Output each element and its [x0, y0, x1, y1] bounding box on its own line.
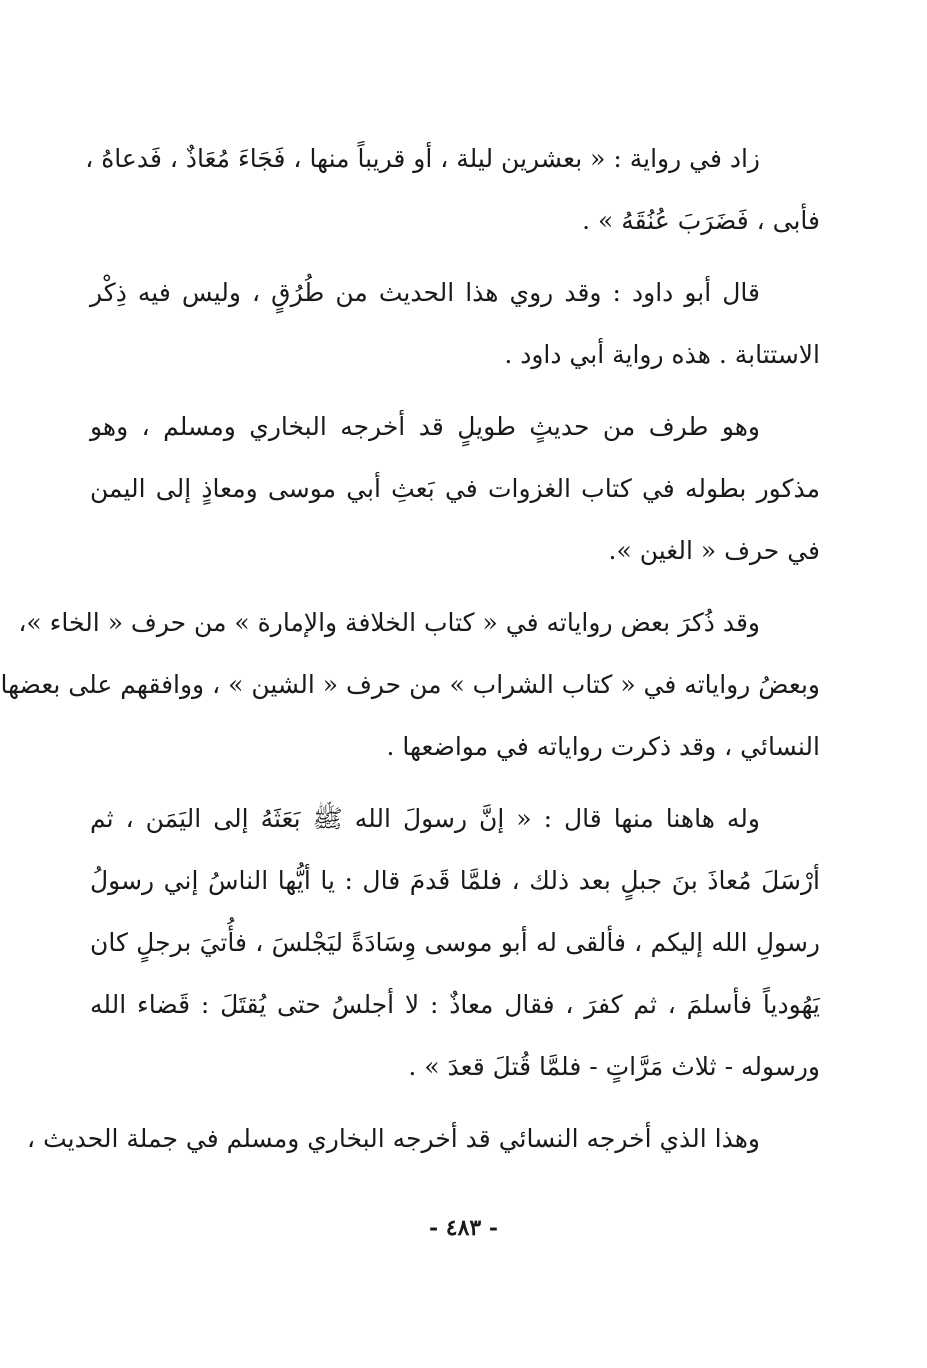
paragraph	[85, 128, 820, 252]
page-number: - ٤٨٣ -	[428, 1215, 499, 1241]
body-text	[0, 128, 820, 1180]
text-line: وهذا الذي أخرجه النسائي قد أخرجه البخاري ومسلم في جملة الحديث ،	[27, 1124, 760, 1153]
paragraph	[27, 1108, 820, 1170]
text-line: النسائي ، وقد ذكرت رواياته في مواضعها .	[386, 732, 820, 761]
text-line: ورسوله - ثلاث مَرَّاتٍ - فلمَّا قُتلَ قعدَ » .	[408, 1052, 820, 1081]
text-line: قال أبو داود : وقد روي هذا الحديث من طُرُقٍ ، وليس فيه ذِكْر	[90, 278, 760, 307]
text-line: الاستتابة . هذه رواية أبي داود .	[504, 340, 820, 369]
text-line: يَهُودياً فأسلمَ ، ثم كفرَ ، فقال معاذٌ : لا أجلسُ حتى يُقتَلَ : قَضاء الله	[90, 990, 820, 1019]
text-line: وبعضُ رواياته في « كتاب الشراب » من حرف « الشين » ، ووافقهم على بعضها	[0, 670, 820, 699]
text-line: وله هاهنا منها قال : « إنَّ رسولَ الله ﷺ بَعَثَهُ إلى اليَمَن ، ثم	[90, 804, 760, 833]
text-line: زاد في رواية : « بعشرين ليلة ، أو قريباً منها ، فَجَاءَ مُعَاذٌ ، فَدعاهُ ،	[85, 144, 760, 173]
text-line: مذكور بطوله في كتاب الغزوات في بَعثِ أبي موسى ومعاذٍ إلى اليمن	[90, 474, 820, 503]
paragraph	[0, 592, 820, 778]
text-line: في حرف « الغين ».	[608, 536, 820, 565]
text-line: وهو طرف من حديثٍ طويلٍ قد أخرجه البخاري ومسلم ، وهو	[90, 412, 760, 441]
text-line: فأبى ، فَضَرَبَ عُنُقَهُ » .	[582, 206, 820, 235]
paragraph	[90, 262, 820, 386]
text-line: أرْسَلَ مُعاذَ بنَ جبلٍ بعد ذلك ، فلمَّا قَدمَ قال : يا أيُّها الناسُ إني رسولُ	[90, 866, 820, 895]
paragraph	[90, 396, 820, 582]
text-line: رسولِ الله إليكم ، فألقى له أبو موسى وِسَادَةً ليَجْلسَ ، فأُتيَ برجلٍ كان	[90, 928, 820, 957]
paragraph	[90, 788, 820, 1098]
text-line: وقد ذُكرَ بعض رواياته في « كتاب الخلافة والإمارة » من حرف « الخاء »،	[18, 608, 760, 637]
